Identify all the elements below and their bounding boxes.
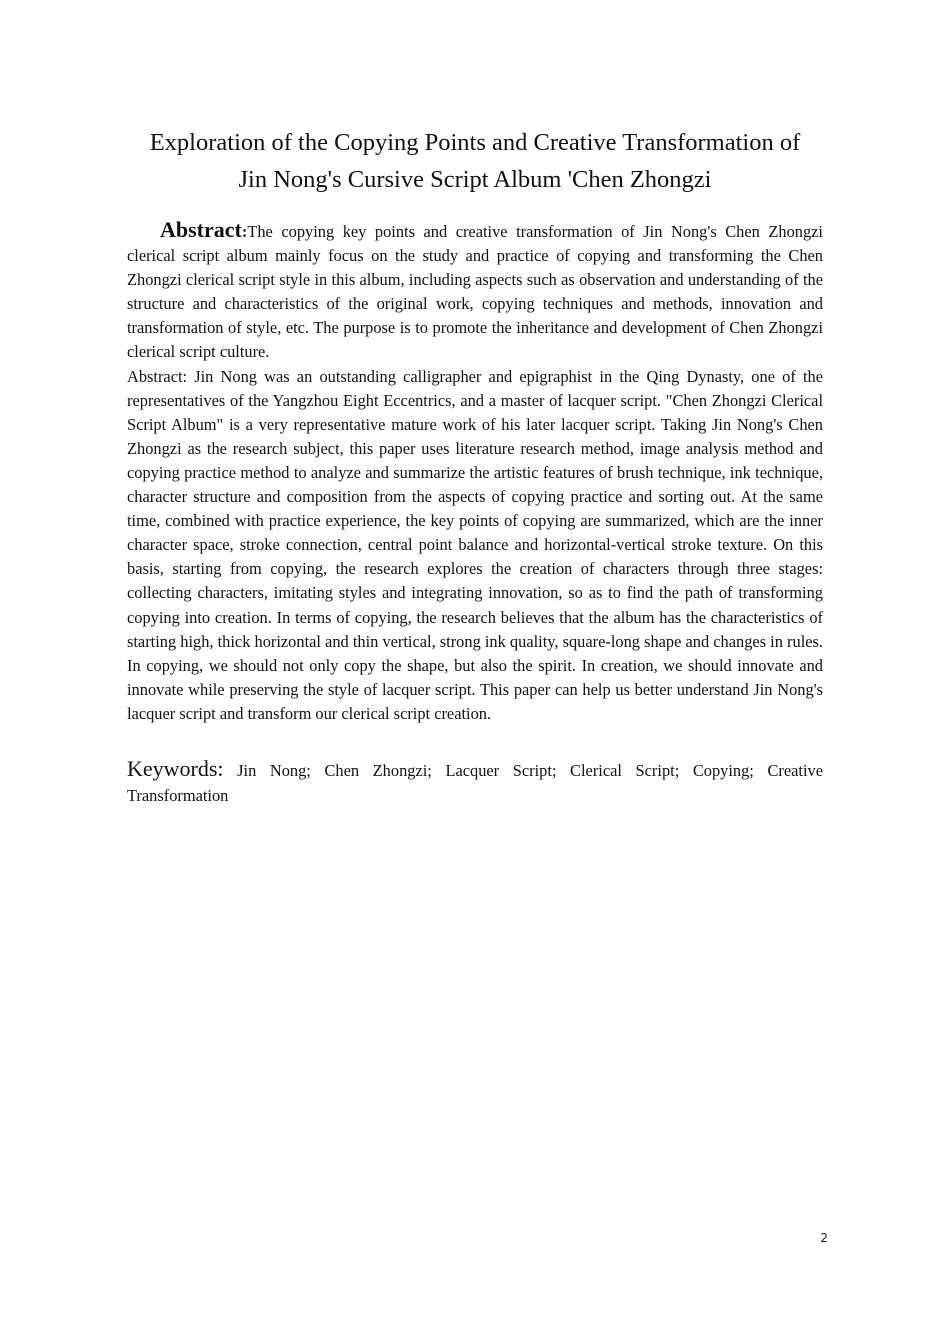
keywords-text: Jin Nong; Chen Zhongzi; Lacquer Script; Clerical Script; Copying; Creative Transformation xyxy=(127,761,823,805)
abstract-paragraph-1 xyxy=(127,218,823,365)
paper-title xyxy=(120,124,830,198)
abstract-heading: Abstract xyxy=(160,217,242,242)
paper-title-line-1: Exploration of the Copying Points and Creative Transformation of xyxy=(149,129,801,156)
abstract-colon: : xyxy=(241,222,248,241)
keywords-section xyxy=(127,756,823,808)
page-number: 2 xyxy=(820,1231,828,1245)
abstract-text: The copying key points and creative transformation of Jin Nong's Chen Zhongzi clerical script album mainly focus on the study and practice of copying and transforming the Chen Zhongzi clerical script style in this album, including aspects such as observation and understanding of the structure and characteristics of the original work, copying techniques and methods, innovation and transformation of style, etc. The purpose is to promote the inheritance and development of Chen Zhongzi clerical script culture. xyxy=(127,222,823,362)
keywords-heading: Keywords: xyxy=(127,756,224,781)
paper-title-line-2: Jin Nong's Cursive Script Album 'Chen Zhongzi xyxy=(238,166,712,193)
abstract-section xyxy=(127,218,823,726)
abstract-paragraph-2: Abstract: Jin Nong was an outstanding calligrapher and epigraphist in the Qing Dynasty, one of the representatives of the Yangzhou Eight Eccentrics, and a master of lacquer script. "Chen Zhongzi Clerical Script Album" is a very representative mature work of his later lacquer script. Taking Jin Nong's Chen Zhongzi as the research subject, this paper uses literature research method, image analysis method and copying practice method to analyze and summarize the artistic features of brush technique, ink technique, character structure and composition from the aspects of copying practice and sorting out. At the same time, combined with practice experience, the key points of copying are summarized, which are the inner character space, stroke connection, central point balance and horizontal-vertical stroke texture. On this basis, starting from copying, the research explores the creation of characters through three stages: collecting characters, imitating styles and integrating innovation, so as to find the path of transforming copying into creation. In terms of copying, the research believes that the album has the characteristics of starting high, thick horizontal and thin vertical, strong ink quality, square-long shape and changes in rules. In copying, we should not only copy the shape, but also the spirit. In creation, we should innovate and innovate while preserving the style of lacquer script. This paper can help us better understand Jin Nong's lacquer script and transform our clerical script creation. xyxy=(127,366,823,723)
